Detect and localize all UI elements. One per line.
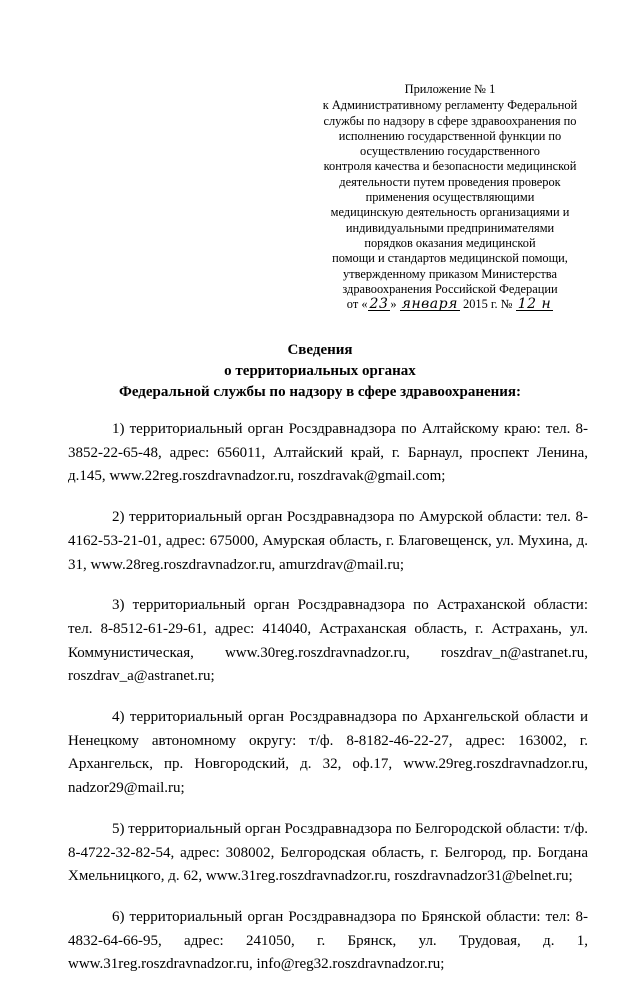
handwritten-day: 23	[369, 296, 389, 313]
document-title	[0, 340, 640, 403]
title-line-1: Сведения	[287, 342, 353, 358]
appendix-line: индивидуальными предпринимателями	[345, 220, 555, 235]
date-year: 2015 г. №	[463, 297, 513, 312]
appendix-line: осуществлению государственного	[360, 144, 540, 159]
order-date-line: от « 23 » января 2015 г. № 12 н	[346, 296, 552, 313]
list-item: 3) территориальный орган Росздравнадзора по Астраханской области: тел. 8-8512-61-29-61, адрес: 414040, Астраханская область, г. Астрахань, ул. Коммунистическая, www.30reg.roszdravnadzor.ru, roszdrav_n@astranet.ru, roszdrav_a@astranet.ru;	[68, 597, 588, 685]
appendix-line: к Административному регламенту Федеральной	[322, 98, 578, 113]
handwritten-order-number: 12 н	[517, 296, 552, 313]
list-item: 6) территориальный орган Росздравнадзора по Брянской области: тел: 8-4832-64-66-95, адрес: 241050, г. Брянск, ул. Трудовая, д. 1, www.31reg.roszdravnadzor.ru, info@reg32.roszdravnadzor.ru;	[68, 908, 588, 973]
appendix-line: службы по надзору в сфере здравоохранения по	[323, 113, 577, 128]
handwritten-month: января	[401, 296, 458, 313]
date-prefix: от «	[346, 297, 368, 312]
title-line-2: о территориальных органах	[224, 363, 416, 379]
appendix-line: здравоохранения Российской Федерации	[342, 281, 558, 296]
appendix-line: деятельности путем проведения проверок	[339, 174, 561, 189]
appendix-line: применения осуществляющими	[365, 190, 535, 205]
list-item: 2) территориальный орган Росздравнадзора по Амурской области: тел. 8-4162-53-21-01, адрес: 675000, Амурская область, г. Благовещенск, ул. Мухина, д. 31, www.28reg.roszdravnadzor.ru, amurzdrav@mail.ru;	[68, 509, 588, 573]
appendix-line: помощи и стандартов медицинской помощи,	[332, 251, 568, 266]
appendix-line: исполнению государственной функции по	[338, 128, 562, 143]
appendix-line: контроля качества и безопасности медицинской	[323, 159, 577, 174]
list-item: 1) территориальный орган Росздравнадзора по Алтайскому краю: тел. 8-3852-22-65-48, адрес: 656011, Алтайский край, г. Барнаул, проспект Ленина, д.145, www.22reg.roszdravnadzor.ru, roszdravak@gmail.com;	[68, 421, 588, 485]
appendix-label: Приложение № 1	[404, 82, 496, 96]
list-item: 5) территориальный орган Росздравнадзора по Белгородской области: т/ф. 8-4722-32-82-54, адрес: 308002, Белгородская область, г. Белгород, пр. Богдана Хмельницкого, д. 62, www.31reg.roszdravnadzor.ru, roszdravnadzor31@belnet.ru;	[68, 820, 588, 885]
title-line-3: Федеральной службы по надзору в сфере здравоохранения:	[118, 384, 522, 400]
appendix-line: порядков оказания медицинской	[364, 235, 536, 250]
appendix-header	[300, 82, 600, 312]
list-item: 4) территориальный орган Росздравнадзора по Архангельской области и Ненецкому автономному округу: т/ф. 8-8182-46-22-27, адрес: 163002, г. Архангельск, пр. Новгородский, д. 32, оф.17, www.29reg.roszdravnadzor.ru, nadzor29@mail.ru;	[68, 709, 588, 797]
territorial-bodies-list	[68, 418, 588, 994]
appendix-line: утвержденному приказом Министерства	[343, 266, 557, 281]
appendix-line: медицинскую деятельность организациями и	[330, 205, 570, 220]
